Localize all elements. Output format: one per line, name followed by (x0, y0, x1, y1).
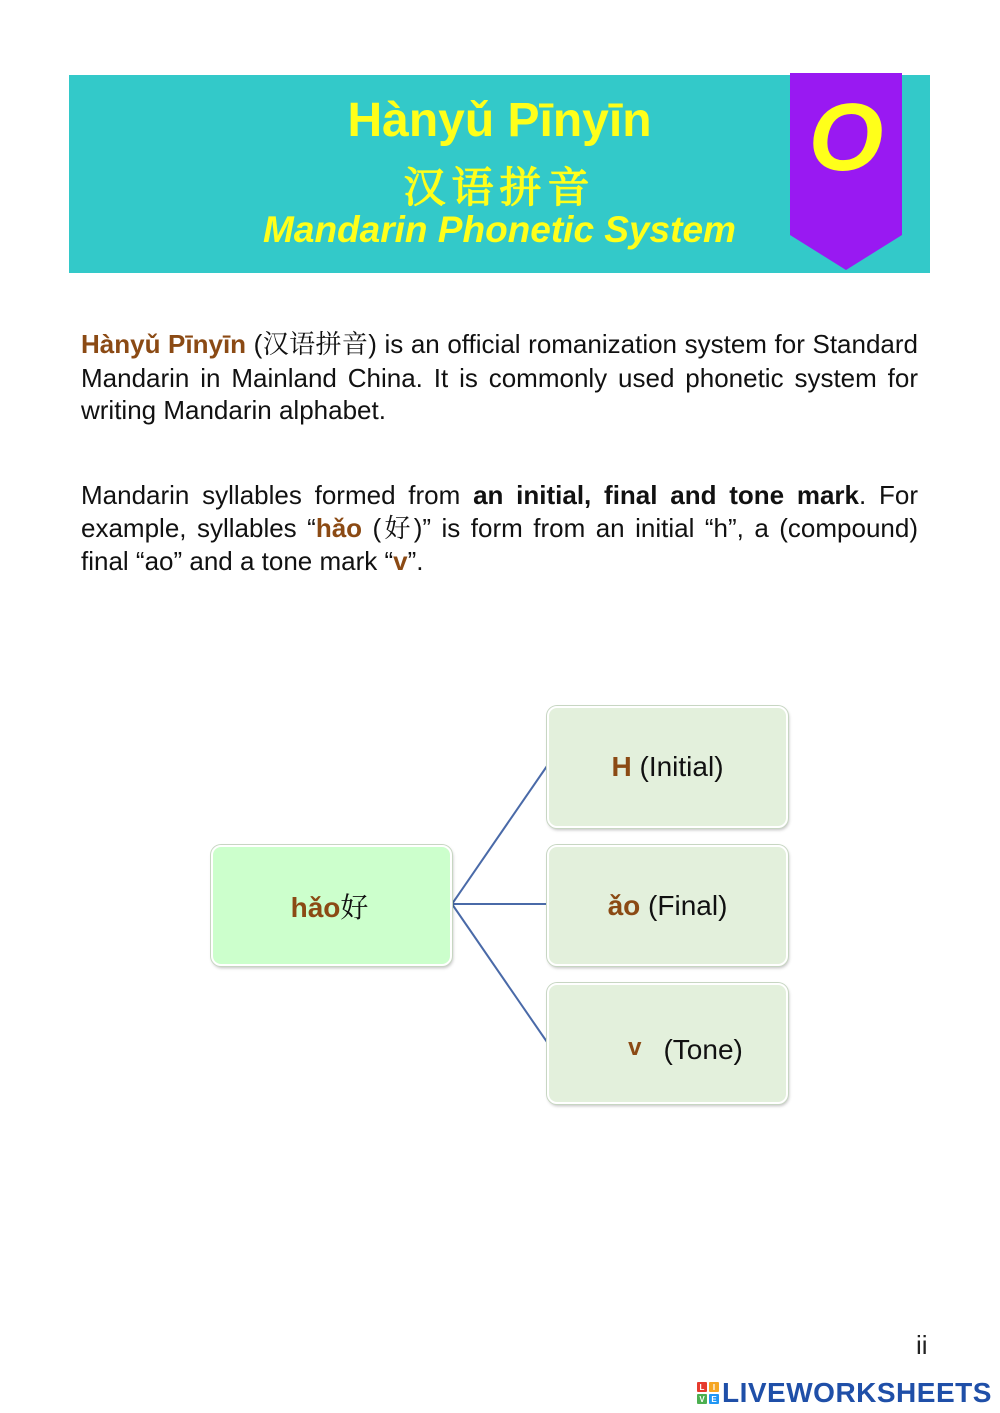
logo-letter-e: E (709, 1394, 719, 1404)
connector-tone (452, 904, 547, 1042)
explanation-text-4: )” is form from an initial “h”, a (compound) final “ao” and a tone mark “ (81, 512, 918, 576)
tone-symbol: v (393, 546, 408, 576)
syllable-box (211, 845, 452, 966)
example-char: 好 (381, 513, 414, 544)
ribbon-letter: O (808, 84, 884, 191)
final-label: (Final) (640, 889, 728, 921)
final-box (547, 845, 788, 966)
liveworksheets-logo-icon (697, 1382, 719, 1404)
initial-symbol: H (611, 751, 632, 782)
page-subtitle: Mandarin Phonetic System (263, 209, 736, 250)
logo-letter-i: I (709, 1382, 719, 1392)
final-symbol: ǎo (607, 889, 641, 921)
tone-box (547, 983, 788, 1104)
liveworksheets-footer[interactable] (697, 1378, 992, 1408)
syllable-pinyin: hǎo (290, 891, 341, 923)
page-title-chinese: 汉语拼音 (403, 163, 596, 212)
explanation-text-3: ( (362, 512, 382, 543)
tone-label: (Tone) (663, 1033, 743, 1065)
explanation-text-5: ”. (407, 546, 424, 576)
intro-term: Hànyǔ Pīnyīn (81, 329, 247, 359)
explanation-bold: an initial, final and tone mark (473, 480, 860, 510)
syllable-char: 好 (340, 890, 369, 924)
example-syllable: hǎo (315, 512, 363, 543)
liveworksheets-brand[interactable]: LIVEWORKSHEETS (722, 1377, 992, 1408)
intro-open-paren: ( (246, 329, 263, 359)
initial-box (547, 706, 788, 828)
page-number: ii (916, 1330, 928, 1360)
page-title: Hànyǔ Pīnyīn (347, 94, 652, 147)
connector-initial (452, 766, 547, 904)
explanation-text-2: . For example, syllables “ (81, 480, 918, 543)
intro-term-chinese: 汉语拼音 (262, 330, 369, 360)
tone-box-symbol: v (628, 1033, 642, 1061)
explanation-text-1: Mandarin syllables formed from (81, 480, 474, 510)
logo-letter-l: L (697, 1382, 707, 1392)
intro-text: ) is an official romanization system for Standard Mandarin in Mainland China. It is commonly used phonetic system for writing Mandarin alphabet. (81, 329, 918, 425)
logo-letter-v: V (697, 1394, 707, 1404)
initial-label: (Initial) (631, 751, 724, 782)
